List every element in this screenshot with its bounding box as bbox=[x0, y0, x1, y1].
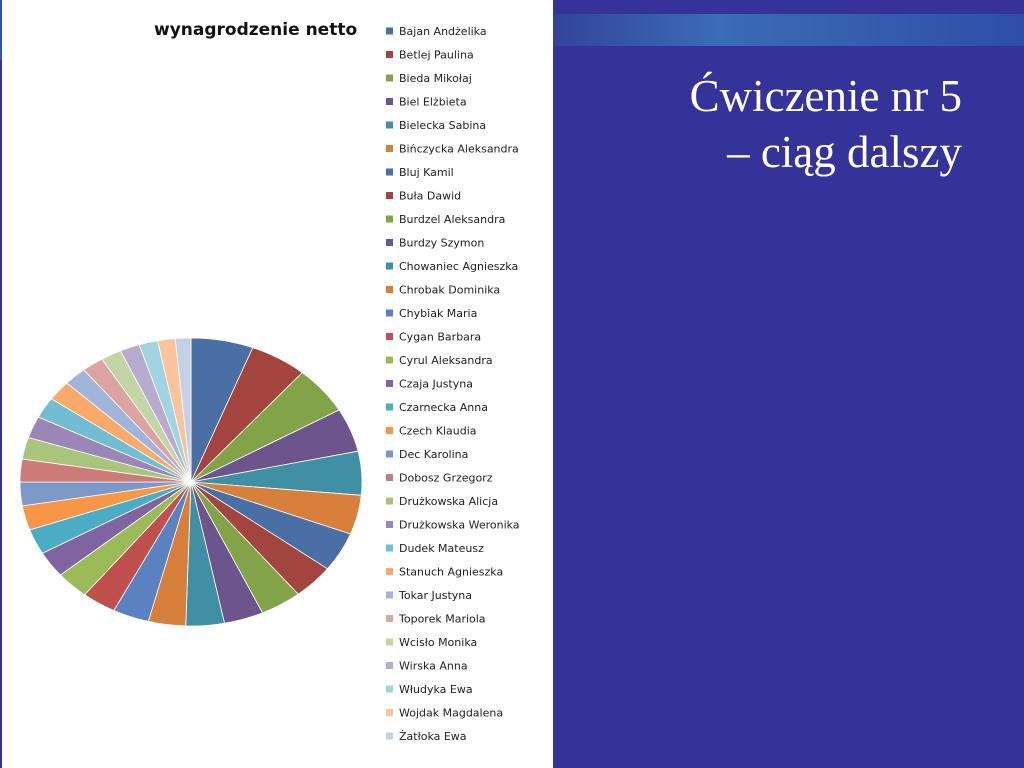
legend-label: Burdzy Szymon bbox=[399, 236, 485, 250]
slide-title-line-1: Ćwiczenie nr 5 bbox=[689, 71, 962, 121]
legend-swatch bbox=[386, 709, 393, 716]
legend-swatch bbox=[386, 98, 393, 105]
legend-label: Bieda Mikołaj bbox=[399, 72, 472, 85]
legend-label: Chybiak Maria bbox=[399, 307, 478, 320]
legend-swatch bbox=[386, 286, 393, 293]
legend-swatch bbox=[386, 615, 393, 622]
slide-title bbox=[542, 68, 962, 180]
legend-label: Tokar Justyna bbox=[399, 589, 472, 602]
legend-swatch bbox=[386, 122, 393, 129]
legend-swatch bbox=[386, 75, 393, 82]
legend-swatch bbox=[386, 357, 393, 364]
legend-label: Stanuch Agnieszka bbox=[399, 565, 504, 579]
chart-panel bbox=[2, 0, 553, 768]
legend-label: Buła Dawid bbox=[399, 189, 462, 203]
legend-label: Włudyka Ewa bbox=[399, 683, 473, 696]
legend-swatch bbox=[386, 568, 393, 575]
legend-label: Cygan Barbara bbox=[399, 330, 482, 344]
legend-swatch bbox=[386, 427, 393, 434]
legend-swatch bbox=[386, 545, 393, 552]
legend-label: Biel Elżbieta bbox=[399, 95, 467, 109]
legend-label: Toporek Mariola bbox=[399, 612, 486, 626]
legend-swatch bbox=[386, 333, 393, 340]
legend-label: Wcisło Monika bbox=[399, 636, 478, 649]
pie-slices bbox=[20, 338, 362, 626]
legend-label: Wirska Anna bbox=[399, 659, 468, 673]
legend-swatch bbox=[386, 639, 393, 646]
legend-label: Chowaniec Agnieszka bbox=[399, 260, 519, 273]
legend-swatch bbox=[386, 239, 393, 246]
legend-swatch bbox=[386, 733, 393, 740]
legend-label: Bińczycka Aleksandra bbox=[399, 142, 519, 156]
legend-swatch bbox=[386, 169, 393, 176]
legend-label: Dec Karolina bbox=[399, 448, 469, 461]
legend-swatch bbox=[386, 592, 393, 599]
legend-label: Betlej Paulina bbox=[399, 48, 474, 62]
legend-swatch bbox=[386, 192, 393, 199]
legend-label: Czaja Justyna bbox=[399, 377, 473, 391]
legend-label: Dudek Mateusz bbox=[399, 542, 484, 555]
legend-label: Żatłoka Ewa bbox=[399, 730, 467, 743]
pie-chart bbox=[2, 0, 553, 768]
legend-label: Bielecka Sabina bbox=[399, 119, 487, 132]
legend-label: Czarnecka Anna bbox=[399, 401, 488, 414]
legend-swatch bbox=[386, 380, 393, 387]
legend-swatch bbox=[386, 662, 393, 669]
legend-label: Cyrul Aleksandra bbox=[399, 354, 493, 367]
legend-swatch bbox=[386, 28, 393, 35]
legend-swatch bbox=[386, 521, 393, 528]
legend-label: Bluj Kamil bbox=[399, 166, 454, 179]
legend bbox=[386, 25, 520, 743]
legend-label: Drużkowska Alicja bbox=[399, 495, 499, 508]
chart-title: wynagrodzenie netto bbox=[154, 20, 358, 40]
legend-swatch bbox=[386, 310, 393, 317]
legend-label: Czech Klaudia bbox=[399, 424, 477, 438]
legend-swatch bbox=[386, 498, 393, 505]
legend-swatch bbox=[386, 686, 393, 693]
legend-label: Wojdak Magdalena bbox=[399, 706, 504, 720]
legend-label: Dobosz Grzegorz bbox=[399, 471, 493, 485]
legend-swatch bbox=[386, 451, 393, 458]
legend-label: Drużkowska Weronika bbox=[399, 518, 520, 532]
legend-swatch bbox=[386, 216, 393, 223]
legend-label: Burdzel Aleksandra bbox=[399, 213, 506, 226]
top-right-accent-bar bbox=[553, 14, 1024, 46]
legend-swatch bbox=[386, 263, 393, 270]
legend-swatch bbox=[386, 474, 393, 481]
legend-swatch bbox=[386, 51, 393, 58]
legend-swatch bbox=[386, 404, 393, 411]
legend-swatch bbox=[386, 145, 393, 152]
legend-label: Chrobak Dominika bbox=[399, 283, 501, 297]
legend-label: Bajan Andżelika bbox=[399, 25, 487, 38]
slide-title-line-2: – ciąg dalszy bbox=[727, 127, 962, 177]
